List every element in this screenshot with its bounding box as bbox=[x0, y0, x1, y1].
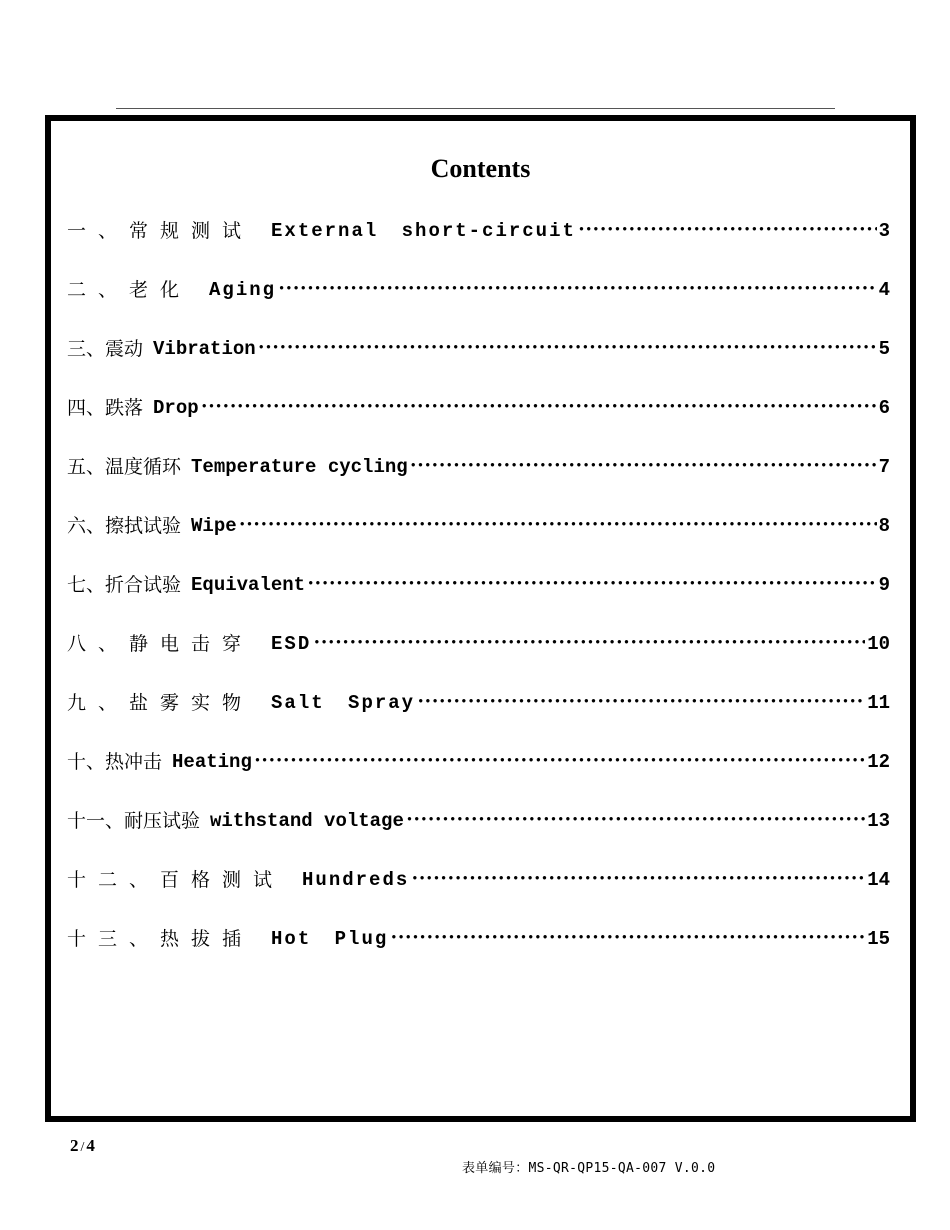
toc-entry-page: 9 bbox=[878, 574, 890, 596]
form-number: 表单编号：MS-QR-QP15-QA-007 V.0.0 bbox=[462, 1161, 716, 1176]
toc-entry-title-cn: 百格测试 bbox=[160, 869, 285, 891]
toc-entry[interactable] bbox=[67, 868, 890, 927]
toc-dot-leader bbox=[307, 573, 877, 599]
toc-entry-title-en: Aging bbox=[209, 279, 277, 301]
page-total: 4 bbox=[86, 1136, 95, 1155]
toc-dot-leader bbox=[411, 868, 865, 894]
toc-entry[interactable] bbox=[67, 455, 890, 514]
toc-dot-leader bbox=[390, 927, 865, 953]
toc-entry-page: 13 bbox=[867, 810, 890, 832]
toc-entry-title-en: withstand voltage bbox=[210, 810, 404, 832]
toc-entry-title-cn: 耐压试验 bbox=[124, 810, 201, 832]
toc-entry-number: 十、 bbox=[67, 751, 106, 773]
toc-dot-leader bbox=[313, 632, 865, 658]
contents-frame bbox=[45, 115, 916, 1122]
toc-entry[interactable] bbox=[67, 514, 890, 573]
toc-dot-leader bbox=[406, 809, 865, 835]
toc-entry-number: 九、 bbox=[67, 692, 130, 714]
toc-entry[interactable] bbox=[67, 691, 890, 750]
toc-entry-page: 14 bbox=[867, 869, 890, 891]
toc-entry-number: 四、 bbox=[67, 397, 106, 419]
toc-entry-title-en: External short-circuit bbox=[271, 220, 576, 242]
toc-entry[interactable] bbox=[67, 927, 890, 986]
toc-dot-leader bbox=[201, 396, 877, 422]
toc-entry-title-en: Equivalent bbox=[191, 574, 306, 596]
toc-entry-number: 十一、 bbox=[67, 810, 125, 832]
toc-entry[interactable] bbox=[67, 278, 890, 337]
toc-entry[interactable] bbox=[67, 750, 890, 809]
toc-entry-title-cn: 折合试验 bbox=[105, 574, 182, 596]
toc-entry-title-cn: 热冲击 bbox=[105, 751, 163, 773]
toc-entry-number: 五、 bbox=[67, 456, 106, 478]
toc-entry-page: 7 bbox=[878, 456, 890, 478]
toc-entry[interactable] bbox=[67, 396, 890, 455]
toc-entry-page: 4 bbox=[878, 279, 890, 301]
toc-entry[interactable] bbox=[67, 573, 890, 632]
toc-entry-number: 三、 bbox=[67, 338, 106, 360]
page-current: 2 bbox=[70, 1136, 79, 1155]
page-separator: / bbox=[80, 1140, 85, 1155]
toc-entry[interactable] bbox=[67, 632, 890, 691]
toc-dot-leader bbox=[578, 219, 877, 245]
header-rule bbox=[116, 108, 835, 109]
toc-entry-number: 八、 bbox=[67, 633, 130, 655]
toc-entry[interactable] bbox=[67, 809, 890, 868]
toc-entry-page: 15 bbox=[867, 928, 890, 950]
toc-dot-leader bbox=[410, 455, 877, 481]
toc-entry-title-cn: 静电击穿 bbox=[129, 633, 254, 655]
toc-entry-title-en: ESD bbox=[271, 633, 312, 655]
toc-entry-number: 七、 bbox=[67, 574, 106, 596]
toc-entry-page: 11 bbox=[867, 692, 890, 714]
toc-entry-page: 6 bbox=[878, 397, 890, 419]
toc-entry-number: 六、 bbox=[67, 515, 106, 537]
toc-entry-title-cn: 擦拭试验 bbox=[105, 515, 182, 537]
toc-entry-title-cn: 常规测试 bbox=[129, 220, 254, 242]
toc-entry-title-cn: 跌落 bbox=[105, 397, 144, 419]
contents-title: Contents bbox=[430, 154, 531, 183]
toc-entry[interactable] bbox=[67, 219, 890, 278]
toc-dot-leader bbox=[278, 278, 877, 304]
page-indicator bbox=[70, 1136, 95, 1156]
toc-entry[interactable] bbox=[67, 337, 890, 396]
toc-entry-title-en: Heating bbox=[172, 751, 252, 773]
toc-entry-title-cn: 盐雾实物 bbox=[129, 692, 254, 714]
toc-dot-leader bbox=[258, 337, 877, 363]
toc-entry-title-en: Hundreds bbox=[302, 869, 410, 891]
toc-dot-leader bbox=[254, 750, 865, 776]
toc-entry-page: 5 bbox=[878, 338, 890, 360]
toc-entry-number: 一、 bbox=[67, 220, 130, 242]
toc-entry-title-en: Temperature cycling bbox=[191, 456, 408, 478]
toc-entry-page: 10 bbox=[867, 633, 890, 655]
toc-dot-leader bbox=[239, 514, 877, 540]
toc-entry-title-en: Wipe bbox=[191, 515, 237, 537]
toc-entry-number: 十三、 bbox=[67, 928, 161, 950]
toc-list bbox=[67, 219, 890, 986]
toc-entry-title-en: Drop bbox=[153, 397, 199, 419]
toc-entry-title-en: Hot Plug bbox=[271, 928, 389, 950]
toc-entry-page: 3 bbox=[878, 220, 890, 242]
toc-entry-title-cn: 温度循环 bbox=[105, 456, 182, 478]
toc-entry-number: 十二、 bbox=[67, 869, 161, 891]
toc-entry-title-en: Salt Spray bbox=[271, 692, 416, 714]
toc-entry-number: 二、 bbox=[67, 279, 130, 301]
toc-entry-title-en: Vibration bbox=[153, 338, 256, 360]
toc-entry-page: 8 bbox=[878, 515, 890, 537]
toc-entry-title-cn: 老化 bbox=[129, 279, 192, 301]
toc-entry-page: 12 bbox=[867, 751, 890, 773]
toc-entry-title-cn: 震动 bbox=[105, 338, 144, 360]
toc-entry-title-cn: 热拔插 bbox=[160, 928, 254, 950]
toc-dot-leader bbox=[417, 691, 865, 717]
